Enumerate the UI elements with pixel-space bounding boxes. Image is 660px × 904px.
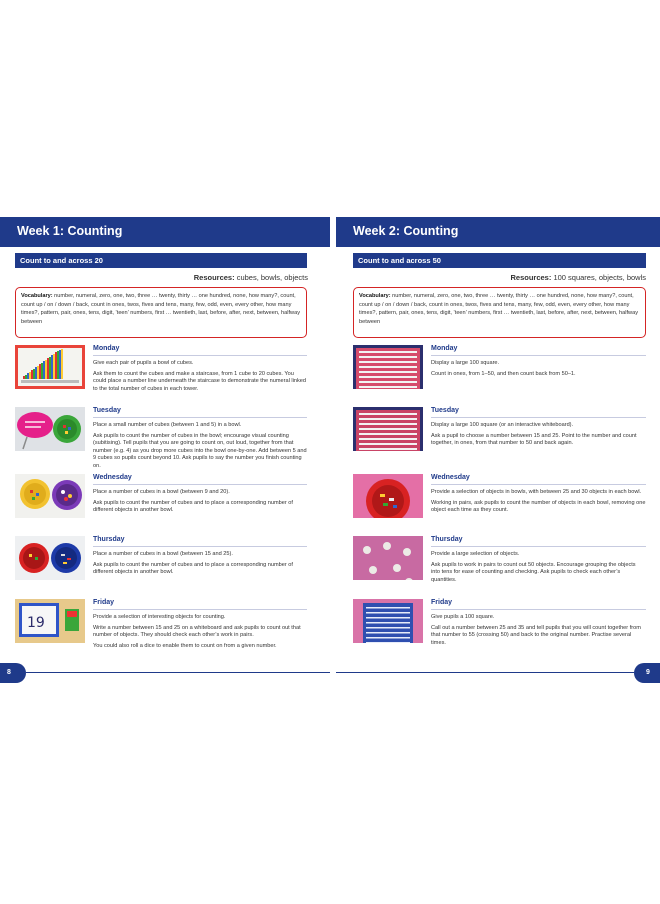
right-resources bbox=[510, 273, 646, 282]
right-header-bar bbox=[336, 217, 660, 247]
cube-staircase-photo bbox=[15, 345, 85, 389]
divider bbox=[93, 417, 307, 418]
left-page-number: 8 bbox=[0, 663, 26, 683]
day-text: Call out a number between 25 and 35 and tell pupils that you will count together from that number to 55 (crossing 50) and back to the original number. Practise several times. bbox=[431, 624, 641, 646]
right-vocabulary-box bbox=[353, 287, 646, 338]
right-day-monday bbox=[353, 345, 646, 403]
divider bbox=[431, 546, 646, 547]
right-bottom-rule bbox=[336, 672, 634, 673]
left-day-thursday bbox=[15, 536, 307, 594]
day-text: Place a number of cubes in a bowl (between 9 and 20). bbox=[93, 489, 230, 495]
right-week-title: Week 2: Counting bbox=[353, 224, 459, 238]
day-text: Display a large 100 square. bbox=[431, 360, 500, 366]
day-text: Count in ones, from 1–50, and then count back from 50–1. bbox=[431, 370, 576, 377]
left-day-wednesday bbox=[15, 474, 307, 532]
day-title: Tuesday bbox=[93, 407, 121, 414]
hundred-square-sheet-photo bbox=[353, 599, 423, 643]
right-vocab-label: Vocabulary: bbox=[359, 293, 391, 299]
right-page-number: 9 bbox=[634, 663, 660, 683]
whiteboard-number: 19 bbox=[27, 615, 45, 631]
day-text: Working in pairs, ask pupils to count the number of objects in each bowl, removing one object each time as they count. bbox=[431, 499, 646, 514]
red-and-blue-bowls-photo bbox=[15, 536, 85, 580]
day-text: Ask pupils to count the number of cubes and to place a corresponding number of different objects in another bowl. bbox=[93, 499, 293, 514]
day-text: You could also roll a dice to enable them to count on from a given number. bbox=[93, 642, 277, 649]
grouped-objects-photo bbox=[353, 536, 423, 580]
day-text: Ask them to count the cubes and make a staircase, from 1 cube to 20 cubes. You could place a number line underneath the staircase to demonstrate the numeral linked to the total number of cubes in each tower. bbox=[93, 370, 307, 392]
day-text: Give pupils a 100 square. bbox=[431, 614, 495, 620]
right-day-friday bbox=[353, 599, 646, 657]
left-week-title: Week 1: Counting bbox=[17, 224, 123, 238]
bowls-of-objects-photo bbox=[15, 474, 85, 518]
speech-bubble-bowl-photo bbox=[15, 407, 85, 451]
divider bbox=[431, 355, 646, 356]
hundred-square-chart-photo bbox=[353, 345, 423, 389]
right-vocab-text: number, numeral, zero, one, two, three … twenty, thirty … one hundred, none, how many?, count, count up / on / down / back, count in ones, twos, fives and tens, many, few, odd, even, every other, how many times?, pattern, pair, ones, tens, digit, ‘teen’ numbers, first … twentieth, last, before, after, next, between, halfway between bbox=[359, 293, 639, 325]
day-title: Monday bbox=[431, 345, 458, 352]
divider bbox=[93, 355, 307, 356]
day-text: Display a large 100 square (or an interactive whiteboard). bbox=[431, 422, 574, 428]
divider bbox=[93, 546, 307, 547]
day-title: Thursday bbox=[431, 536, 463, 543]
whiteboard-number-photo bbox=[15, 599, 85, 643]
divider bbox=[431, 609, 646, 610]
day-text: Place a small number of cubes (between 1 and 5) in a bowl. bbox=[93, 422, 242, 428]
left-bottom-rule bbox=[26, 672, 330, 673]
day-text: Ask pupils to work in pairs to count out 50 objects. Encourage grouping the objects into tens for ease of counting and checking. Ask pupils to check each other’s quantities. bbox=[431, 561, 636, 583]
day-title: Thursday bbox=[93, 536, 125, 543]
day-text: Write a number between 15 and 25 on a whiteboard and ask pupils to count out that number of objects. They should check each other’s work in pairs. bbox=[93, 624, 301, 639]
day-text: Provide a large selection of objects. bbox=[431, 551, 520, 557]
left-resources bbox=[194, 273, 308, 282]
day-text: Place a number of cubes in a bowl (between 15 and 25). bbox=[93, 551, 233, 557]
right-page bbox=[336, 247, 660, 683]
hundred-square-chart-photo bbox=[353, 407, 423, 451]
day-title: Monday bbox=[93, 345, 120, 352]
left-vocab-text: number, numeral, zero, one, two, three … twenty, thirty … one hundred, none, how many?, count, count up / on / down / back, count in ones, twos, fives and tens, many, few, odd, even, every other, how many times?, pattern, pair, ones, tens, digit, ‘teen’ numbers, first … twentieth, last, before, after, next, between, halfway between bbox=[21, 293, 301, 325]
left-day-monday bbox=[15, 345, 307, 403]
day-title: Friday bbox=[431, 599, 453, 606]
day-text: Provide a selection of interesting objects for counting. bbox=[93, 614, 226, 620]
left-page bbox=[0, 247, 330, 683]
day-text: Give each pair of pupils a bowl of cubes. bbox=[93, 360, 194, 366]
day-title: Wednesday bbox=[93, 474, 132, 481]
day-title: Wednesday bbox=[431, 474, 470, 481]
day-text: Ask pupils to count the number of cubes and to place a corresponding number of different objects in another bowl. bbox=[93, 561, 293, 576]
left-vocab-label: Vocabulary: bbox=[21, 293, 53, 299]
right-day-tuesday bbox=[353, 407, 646, 465]
divider bbox=[93, 609, 307, 610]
left-section-bar: Count to and across 20 bbox=[15, 253, 307, 268]
left-day-tuesday bbox=[15, 407, 307, 469]
divider bbox=[93, 484, 307, 485]
textbook-spread bbox=[0, 217, 660, 683]
left-vocabulary-box bbox=[15, 287, 307, 338]
left-resources-list: cubes, bowls, objects bbox=[236, 273, 308, 282]
divider bbox=[431, 484, 646, 485]
left-header-bar bbox=[0, 217, 330, 247]
right-day-thursday bbox=[353, 536, 646, 594]
day-text: Ask pupils to count the number of cubes in the bowl; encourage visual counting (subitising). Tell pupils that you are going to count on, out loud, together from that number (e.g. 4) as you drop more cubes into the bowl one-by-one. Add between 5 and 9 cubes so pupils count beyond 10. Ask pupils to say the number you finish counting on. bbox=[93, 432, 307, 469]
right-day-wednesday bbox=[353, 474, 646, 532]
divider bbox=[431, 417, 646, 418]
bowl-of-objects-photo bbox=[353, 474, 423, 518]
day-title: Friday bbox=[93, 599, 115, 606]
day-title: Tuesday bbox=[431, 407, 459, 414]
day-text: Provide a selection of objects in bowls, with between 25 and 30 objects in each bowl. bbox=[431, 489, 642, 495]
left-resources-label: Resources: bbox=[193, 273, 235, 282]
right-section-bar: Count to and across 50 bbox=[353, 253, 646, 268]
right-resources-list: 100 squares, objects, bowls bbox=[553, 273, 646, 282]
day-text: Ask a pupil to choose a number between 15 and 25. Point to the number and count together, in ones, from that number to 50 and back again. bbox=[431, 432, 637, 447]
right-resources-label: Resources: bbox=[510, 273, 552, 282]
left-day-friday bbox=[15, 599, 307, 657]
